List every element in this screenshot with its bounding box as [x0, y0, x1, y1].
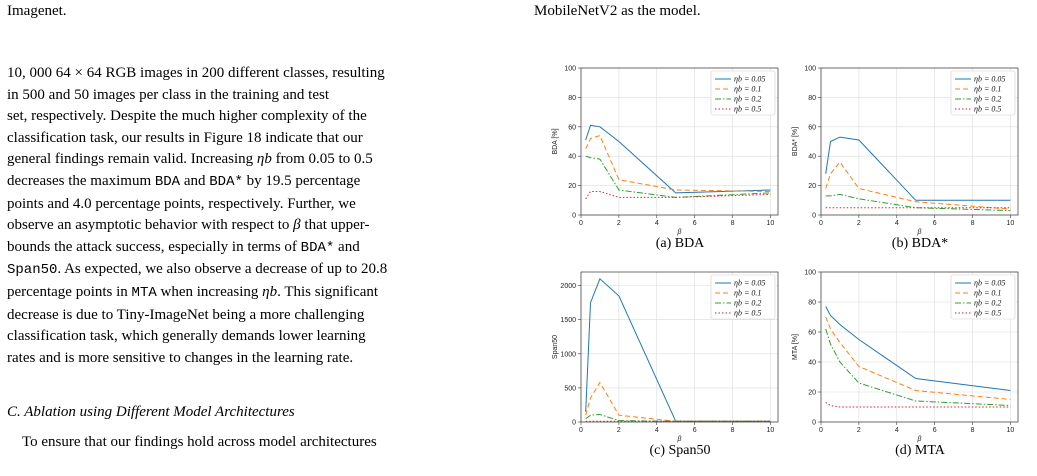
x-tick-label: 4	[654, 220, 659, 227]
text-run: from 0.05 to 0.5	[271, 151, 373, 168]
caption-c: (c) Span50	[649, 443, 711, 458]
text-run: . This significant	[277, 283, 379, 300]
x-tick-label: 6	[932, 220, 937, 227]
series-line	[826, 137, 1011, 200]
y-axis-label: BDA [%]	[552, 128, 559, 155]
text-line: set, respectively. Despite the much higher complexity of the	[7, 108, 367, 125]
x-tick-label: 6	[932, 427, 937, 434]
series-line	[826, 329, 1011, 406]
y-tick-label: 80	[808, 94, 816, 102]
text-run: by 19.5 percentage	[242, 172, 361, 189]
x-tick-label: 0	[579, 220, 583, 227]
bda-term: BDA	[154, 173, 181, 190]
chart-svg	[780, 266, 1030, 444]
legend-label: ηb = 0.1	[734, 84, 762, 94]
legend-label: ηb = 0.05	[734, 278, 766, 288]
x-tick-label: 8	[730, 427, 735, 434]
text-line: classification task, which generally demands lower learning	[7, 328, 366, 345]
legend-label: ηb = 0.05	[974, 278, 1006, 288]
text-line: points and 4.0 percentage points, respectively. Further, we	[7, 195, 356, 212]
y-tick-label: 60	[568, 124, 576, 132]
y-tick-label: 100	[564, 65, 576, 73]
text-run: general findings remain valid. Increasing	[7, 151, 257, 168]
y-tick-label: 20	[568, 183, 576, 191]
text-line: classification task, our results in Figure 18 indicate that our	[7, 129, 363, 146]
previous-caption-fragment: Imagenet.	[7, 3, 67, 19]
legend-label: ηb = 0.5	[734, 104, 762, 114]
bda-star-term: BDA*	[300, 239, 335, 256]
x-tick-label: 2	[616, 220, 621, 227]
section-heading: C. Ablation using Different Model Architectures	[7, 404, 295, 420]
series-line	[586, 415, 771, 422]
y-tick-label: 80	[808, 299, 816, 307]
y-tick-label: 60	[808, 124, 816, 132]
y-tick-label: 500	[564, 385, 576, 393]
legend-label: ηb = 0.05	[974, 74, 1006, 84]
x-tick-label: 4	[894, 427, 899, 434]
legend-label: ηb = 0.1	[974, 84, 1002, 94]
x-tick-label: 8	[970, 427, 975, 434]
x-axis-label: β	[677, 436, 682, 443]
text-line	[7, 149, 515, 171]
mta-term: MTA	[131, 284, 157, 301]
span50-term: Span50	[7, 262, 58, 279]
text-line: in 500 and 50 images per class in the training and test	[7, 86, 330, 103]
body-paragraph	[7, 63, 515, 369]
eta-symbol: ηb	[256, 151, 272, 168]
bda-star-term: BDA*	[209, 173, 243, 190]
y-axis-label: BDA* [%]	[792, 126, 799, 157]
text-run: and	[334, 238, 360, 255]
legend-label: ηb = 0.5	[734, 308, 762, 318]
text-run: percentage points in	[7, 283, 132, 300]
text-line	[7, 282, 515, 305]
text-run: decreases the maximum	[7, 172, 155, 189]
x-tick-label: 2	[856, 220, 861, 227]
x-tick-label: 10	[766, 220, 775, 227]
text-line: decrease is due to Tiny-ImageNet being a more challenging	[7, 306, 365, 323]
y-tick-label: 0	[572, 212, 576, 220]
y-tick-label: 20	[808, 389, 816, 397]
text-run: and	[180, 172, 210, 189]
legend-label: ηb = 0.1	[734, 288, 762, 298]
right-caption-fragment: MobileNetV2 as the model.	[534, 3, 701, 19]
caption-a: (a) BDA	[655, 236, 705, 251]
x-tick-label: 0	[819, 220, 823, 227]
legend-label: ηb = 0.05	[734, 74, 766, 84]
paragraph-start: To ensure that our findings hold across model architectures	[22, 434, 377, 450]
caption-b: (b) BDA*	[891, 236, 949, 251]
text-line	[7, 237, 515, 260]
chart-panel-mta	[780, 266, 1030, 444]
chart-svg	[540, 266, 790, 444]
legend-label: ηb = 0.2	[974, 94, 1002, 104]
chart-svg	[780, 62, 1030, 237]
y-tick-label: 1500	[560, 317, 576, 325]
x-tick-label: 2	[856, 427, 861, 434]
y-tick-label: 2000	[560, 283, 576, 291]
y-tick-label: 0	[812, 419, 816, 427]
y-tick-label: 0	[572, 419, 576, 427]
y-tick-label: 80	[568, 94, 576, 102]
legend-label: ηb = 0.2	[734, 298, 762, 308]
y-tick-label: 60	[808, 329, 816, 337]
x-tick-label: 8	[970, 220, 975, 227]
text-line: 10, 000 64 × 64 RGB images in 200 different classes, resulting	[7, 65, 385, 81]
legend-label: ηb = 0.2	[974, 298, 1002, 308]
series-line	[586, 125, 771, 193]
series-line	[826, 403, 1011, 408]
text-run: when increasing	[156, 283, 263, 300]
legend-label: ηb = 0.5	[974, 104, 1002, 114]
y-tick-label: 20	[808, 183, 816, 191]
y-tick-label: 0	[812, 212, 816, 220]
text-line	[7, 259, 515, 282]
x-tick-label: 6	[692, 220, 697, 227]
text-line	[7, 171, 515, 194]
chart-svg	[540, 62, 790, 237]
y-axis-label: Span50	[552, 334, 559, 360]
beta-symbol: β	[293, 217, 301, 234]
text-line: rates and is more sensitive to changes in the learning rate.	[7, 349, 354, 366]
x-tick-label: 10	[1006, 427, 1015, 434]
x-tick-label: 10	[1006, 220, 1015, 227]
text-line	[7, 215, 515, 237]
x-tick-label: 4	[894, 220, 899, 227]
legend-label: ηb = 0.2	[734, 94, 762, 104]
x-tick-label: 0	[819, 427, 823, 434]
legend-label: ηb = 0.5	[974, 308, 1002, 318]
chart-panel-bda-star	[780, 62, 1030, 237]
text-run: bounds the attack success, especially in terms of	[7, 238, 301, 255]
caption-d: (d) MTA	[895, 443, 945, 458]
x-tick-label: 2	[616, 427, 621, 434]
series-line	[586, 383, 771, 422]
x-tick-label: 10	[766, 427, 775, 434]
y-tick-label: 40	[808, 153, 816, 161]
x-tick-label: 4	[654, 427, 659, 434]
x-axis-label: β	[917, 436, 922, 443]
x-tick-label: 8	[730, 220, 735, 227]
y-tick-label: 40	[568, 153, 576, 161]
x-axis-label: β	[917, 229, 922, 236]
y-tick-label: 1000	[560, 351, 576, 359]
y-tick-label: 100	[804, 269, 816, 277]
chart-panel-span50	[540, 266, 790, 444]
text-run: that upper-	[300, 217, 370, 234]
y-axis-label: MTA [%]	[792, 334, 799, 360]
x-tick-label: 0	[579, 427, 583, 434]
series-line	[586, 136, 771, 192]
legend-label: ηb = 0.1	[974, 288, 1002, 298]
text-run: . As expected, we also observe a decrease of up to 20.8	[57, 261, 388, 278]
y-tick-label: 40	[808, 359, 816, 367]
x-axis-label: β	[677, 229, 682, 236]
text-run: observe an asymptotic behavior with respect to	[7, 217, 294, 234]
x-tick-label: 6	[692, 427, 697, 434]
y-tick-label: 100	[804, 65, 816, 73]
eta-symbol: ηb	[262, 283, 278, 300]
chart-panel-bda	[540, 62, 790, 237]
